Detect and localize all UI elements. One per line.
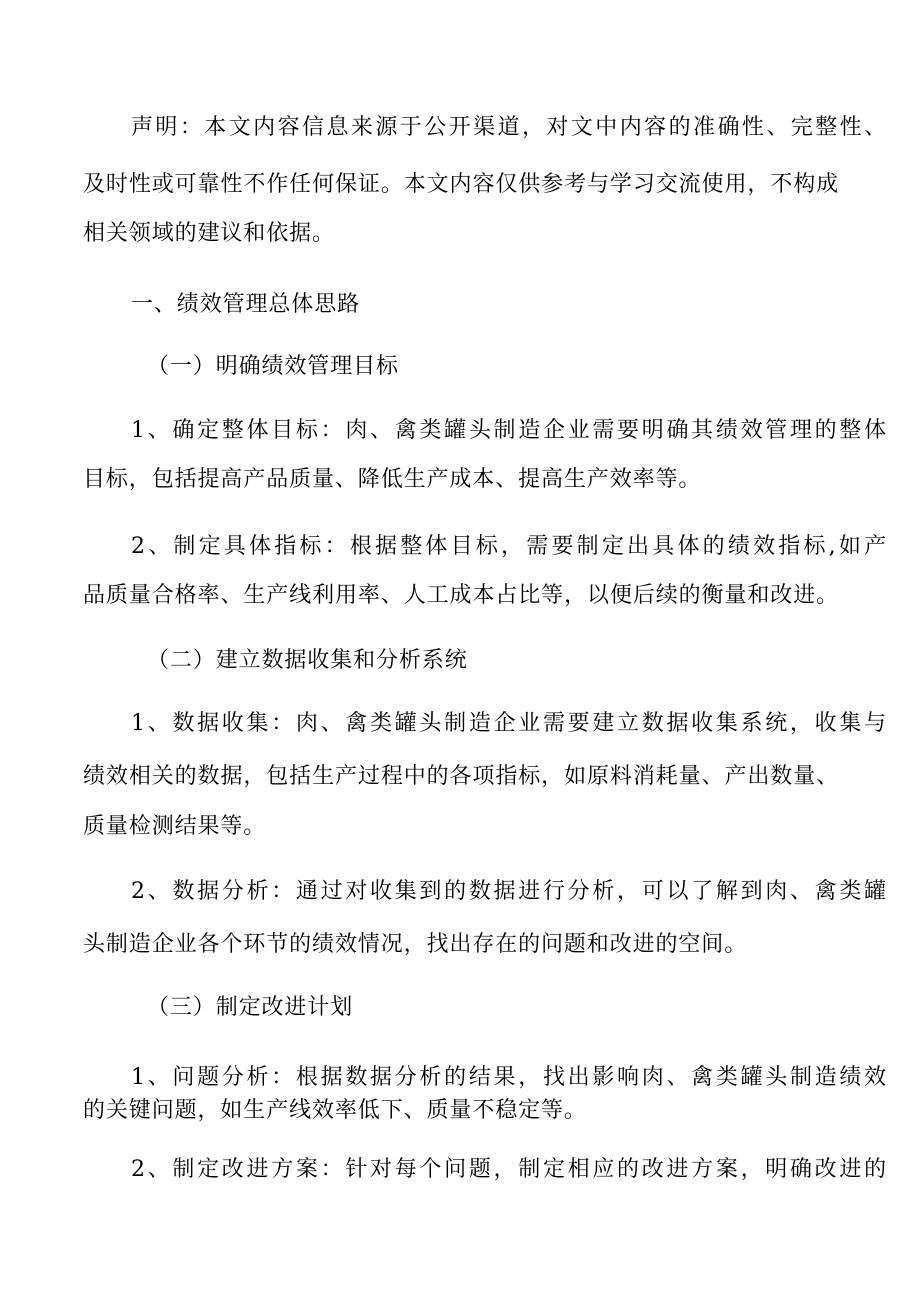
paragraph-3-1-line-1: 1、问题分析：根据数据分析的结果，找出影响肉、禽类罐头制造绩效 (131, 1065, 887, 1090)
section-heading-1: 一、绩效管理总体思路 (131, 292, 361, 317)
paragraph-1-1-line-1: 1、确定整体目标：肉、禽类罐头制造企业需要明确其绩效管理的整体 (131, 418, 887, 443)
paragraph-2-2-line-2: 头制造企业各个环节的绩效情况，找出存在的问题和改进的空间。 (83, 932, 748, 957)
paragraph-1-1-line-2: 目标，包括提高产品质量、降低生产成本、提高生产效率等。 (83, 467, 702, 492)
paragraph-3-1-line-2: 的关键问题，如生产线效率低下、质量不稳定等。 (83, 1098, 587, 1123)
paragraph-2-1-line-3: 质量检测结果等。 (83, 814, 267, 839)
paragraph-1-2-line-1: 2、制定具体指标：根据整体目标，需要制定出具体的绩效指标,如产 (131, 534, 887, 559)
disclaimer-line-2: 及时性或可靠性不作任何保证。本文内容仅供参考与学习交流使用，不构成 (83, 172, 839, 197)
disclaimer-line-1: 声明：本文内容信息来源于公开渠道，对文中内容的准确性、完整性、 (131, 115, 887, 140)
subsection-heading-2: （二）建立数据收集和分析系统 (147, 648, 468, 673)
subsection-heading-1: （一）明确绩效管理目标 (147, 354, 399, 379)
subsection-heading-3: （三）制定改进计划 (147, 995, 354, 1020)
paragraph-3-2-line-1: 2、制定改进方案：针对每个问题，制定相应的改进方案，明确改进的 (131, 1157, 887, 1182)
paragraph-2-2-line-1: 2、数据分析：通过对收集到的数据进行分析，可以了解到肉、禽类罐 (131, 879, 887, 904)
paragraph-2-1-line-1: 1、数据收集：肉、禽类罐头制造企业需要建立数据收集系统，收集与 (131, 711, 887, 736)
disclaimer-line-3: 相关领域的建议和依据。 (83, 221, 335, 246)
paragraph-2-1-line-2: 绩效相关的数据，包括生产过程中的各项指标，如原料消耗量、产出数量、 (83, 764, 839, 789)
paragraph-1-2-line-2: 品质量合格率、生产线利用率、人工成本占比等，以便后续的衡量和改进。 (83, 583, 839, 608)
